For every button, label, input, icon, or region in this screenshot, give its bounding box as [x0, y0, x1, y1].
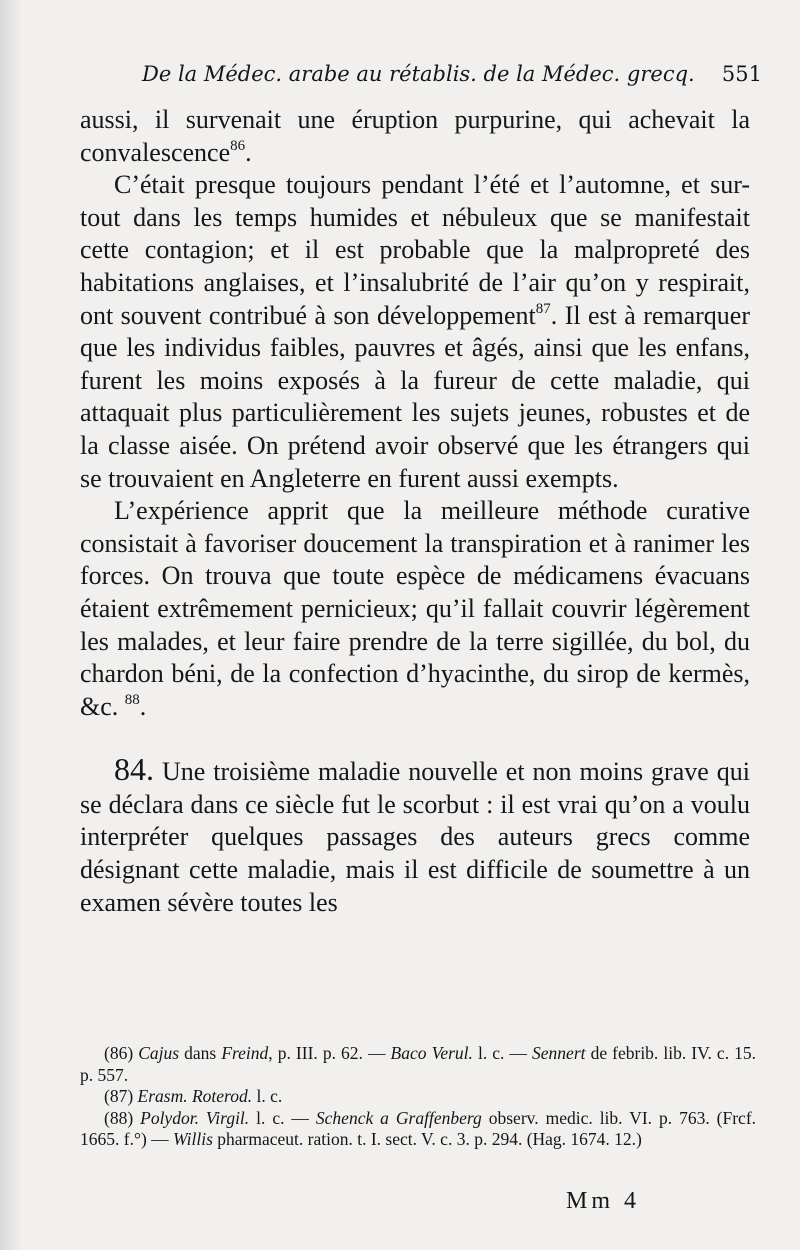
- scan-edge-shadow: [0, 0, 22, 1250]
- footnote-text: l. c.: [252, 1086, 283, 1106]
- footnote-text: pharmaceut. ration. t. I. sect. V. c. 3. p. 294. (Hag. 1674. 12.): [212, 1129, 642, 1149]
- paragraph-text: aussi, il survenait une éruption purpurine, qui achevait la convalescence: [80, 105, 750, 167]
- paragraph-text: Il est à remarquer que les individus faibles, pauvres et âgés, ainsi que les enfans, furent les moins exposés à la fureur de cette maladie, qui attaquait plus particulièrement les sujets jeunes, robustes et de la classe aisée. On prétend avoir observé que les étrangers qui se trouvaient en Angleterre en furent aussi exempts.: [80, 300, 751, 493]
- paragraph: aussi, il survenait une éruption purpurine, qui achevait la convalescence$^{86}$.: [80, 105, 750, 167]
- main-text: [80, 104, 750, 919]
- footnote-author: Willis: [173, 1129, 213, 1149]
- footnote-86: [80, 1043, 756, 1086]
- footnote-text: , p. III. p. 62. —: [268, 1043, 391, 1063]
- footnote-text: l. c. —: [249, 1107, 316, 1128]
- running-head-title: De la Médec. arabe au rétablis. de la Médec. grecq.: [142, 62, 695, 86]
- footnote-text: de febrib. lib. IV. c. 15. p. 557.: [80, 1043, 757, 1085]
- footnote-mark: (86): [104, 1043, 134, 1063]
- footnote-author: Baco Verul.: [390, 1043, 473, 1063]
- footnote-87: [80, 1086, 756, 1108]
- footnote-text: l. c. —: [472, 1043, 533, 1063]
- paragraph: C’était presque toujours pendant l’été et l’automne, et sur-tout dans les temps humides et nébuleux que se manifestait cette contagion; et il est probable que la malpropreté des habitations anglaises, et l’insalubrité de l’air qu’on y respirait, ont souvent contribué à son développement$^{87}$. Il est à remarquer que les individus faibles, pauvres et âgés, ainsi que les enfans, furent les moins exposés à la fureur de cette maladie, qui attaquait plus particulièrement les sujets jeunes, robustes et de la classe aisée. On prétend avoir observé que les étrangers qui se trouvaient en Angleterre en furent aussi exempts.: [80, 170, 751, 493]
- footnote-88: [80, 1108, 756, 1151]
- footnote-author: Freind: [221, 1043, 269, 1063]
- footnote-author: Schenck a Graffenberg: [315, 1107, 482, 1128]
- paragraph-text: L’expérience apprit que la meilleure méthode curative consistait à favoriser doucement la transpiration et à ranimer les forces. On trouva que toute espèce de médicamens évacuans étaient extrêmement pernicieux; qu’il fallait couvrir légèrement les malades, et leur faire prendre de la terre sigillée, du bol, du chardon béni, de la confection d’hyacinthe, du sirop de kermès, &c.: [80, 496, 750, 721]
- section-number: 84.: [114, 751, 154, 788]
- footnote-mark: (88): [104, 1107, 134, 1128]
- page-number: 551: [721, 62, 762, 86]
- footnotes: [80, 1043, 756, 1151]
- signature-mark: Mm 4: [565, 1188, 640, 1214]
- footnote-ref: 86: [230, 137, 246, 154]
- paragraph-text: C’était presque toujours pendant l’été et l’automne, et sur-tout dans les temps humides et nébuleux que se manifestait cette contagion; et il est probable que la malpropreté des habitations anglaises, et l’insalubrité de l’air qu’on y respirait, ont souvent contribué à son développement: [80, 170, 750, 330]
- paragraph-text: Une troisième maladie nouvelle et non moins grave qui se déclara dans ce siècle fut le scorbut : il est vrai qu’on a voulu interpréter quelques passages des auteurs grecs comme désignant cette maladie, mais il est difficile de soumettre à un examen sévère toutes les: [80, 757, 750, 917]
- footnote-text: dans: [179, 1043, 222, 1063]
- footnote-ref: 87: [535, 300, 551, 317]
- paragraph: L’expérience apprit que la meilleure méthode curative consistait à favoriser doucement la transpiration et à ranimer les forces. On trouva que toute espèce de médicamens évacuans étaient extrêmement pernicieux; qu’il fallait couvrir légèrement les malades, et leur faire prendre de la terre sigillée, du bol, du chardon béni, de la confection d’hyacinthe, du sirop de kermès, &c. $^{88}$.: [80, 496, 750, 721]
- footnote-author: Erasm. Roterod.: [137, 1086, 253, 1106]
- footnote-author: Polydor. Virgil.: [140, 1107, 250, 1128]
- footnote-ref: 88: [124, 691, 140, 708]
- running-head: [142, 62, 762, 86]
- footnote-text: observ. medic. lib. VI. p. 763. (Frcf. 1665. f.°) —: [80, 1107, 757, 1149]
- footnote-mark: (87): [104, 1086, 134, 1106]
- footnote-author: Cajus: [138, 1043, 180, 1063]
- section-paragraph: [80, 753, 750, 919]
- footnote-author: Sennert: [532, 1043, 586, 1063]
